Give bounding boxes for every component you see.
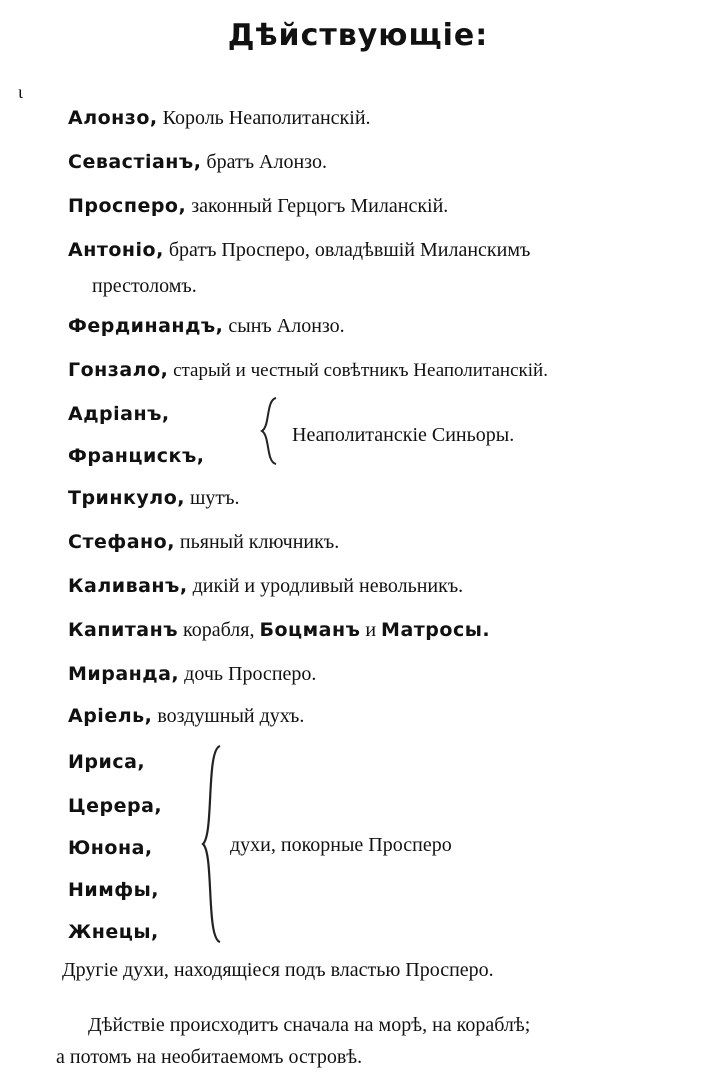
character-line-trinculo bbox=[68, 488, 239, 508]
character-name: Жнецы, bbox=[68, 921, 159, 943]
group2-member-reapers bbox=[68, 922, 159, 942]
character-name: Севастіанъ, bbox=[68, 151, 202, 173]
character-desc: престоломъ. bbox=[92, 275, 197, 297]
other-spirits-text: Другіе духи, находящіеся подъ властью Просперо. bbox=[62, 959, 494, 981]
character-line-stephano bbox=[68, 532, 339, 552]
character-name: Алонзо, bbox=[68, 107, 158, 129]
character-line-sebastian bbox=[68, 152, 327, 172]
group2-member-iris bbox=[68, 752, 145, 772]
character-line-ariel bbox=[68, 706, 304, 726]
character-desc: и bbox=[360, 619, 382, 641]
character-line-antonio bbox=[68, 240, 530, 260]
character-name: Юнона, bbox=[68, 837, 153, 859]
other-spirits-line bbox=[62, 960, 494, 980]
character-name: Нимфы, bbox=[68, 879, 159, 901]
character-desc: старый и честный совѣтникъ Неаполитанскій. bbox=[168, 360, 548, 381]
setting-line-1: Дѣйствіе происходитъ сначала на морѣ, на кораблѣ; bbox=[88, 1014, 531, 1036]
character-name: Церера, bbox=[68, 795, 163, 817]
character-desc: братъ Просперо, овладѣвшій Миланскимъ bbox=[163, 239, 531, 261]
brace-icon bbox=[198, 744, 224, 944]
character-name: Тринкуло, bbox=[68, 487, 185, 509]
character-line-miranda bbox=[68, 664, 316, 684]
character-name: Капитанъ bbox=[68, 619, 179, 641]
character-name: Стефано, bbox=[68, 531, 175, 553]
group1-member-francisco bbox=[68, 446, 204, 466]
character-desc: дикій и уродливый невольникъ. bbox=[187, 575, 464, 597]
group1-label: Неаполитанскіе Синьоры. bbox=[292, 424, 515, 446]
group2-member-nymphs bbox=[68, 880, 159, 900]
character-name: Ириса, bbox=[68, 751, 146, 773]
character-name: Миранда, bbox=[68, 663, 180, 685]
character-name: Адріанъ, bbox=[68, 403, 170, 425]
character-name: Боцманъ bbox=[259, 619, 361, 641]
character-name: Фердинандъ, bbox=[68, 315, 224, 337]
character-name: Гонзало, bbox=[68, 359, 169, 381]
character-line-gonzalo bbox=[68, 360, 548, 380]
character-desc: воздушный духъ. bbox=[152, 705, 305, 727]
character-line-captain bbox=[68, 620, 490, 640]
stray-mark: ι bbox=[18, 82, 23, 102]
character-desc: законный Герцогъ Миланскій. bbox=[186, 195, 449, 217]
character-desc: братъ Алонзо. bbox=[201, 151, 327, 173]
character-name: Каливанъ, bbox=[68, 575, 188, 597]
group2-member-juno bbox=[68, 838, 153, 858]
character-desc: шутъ. bbox=[184, 487, 240, 509]
character-name: Просперо, bbox=[68, 195, 187, 217]
character-line-alonzo bbox=[68, 108, 371, 128]
brace-icon bbox=[258, 396, 280, 466]
character-desc: сынъ Алонзо. bbox=[223, 315, 345, 337]
group1-member-adrian bbox=[68, 404, 170, 424]
character-desc: дочь Просперо. bbox=[179, 663, 317, 685]
character-line-prospero bbox=[68, 196, 448, 216]
character-line-caliban bbox=[68, 576, 463, 596]
character-desc: корабля, bbox=[178, 619, 260, 641]
character-name: Матросы. bbox=[381, 619, 491, 641]
page-title: Дѣйствующіе: bbox=[227, 18, 489, 53]
setting-line-2: а потомъ на необитаемомъ островѣ. bbox=[56, 1046, 363, 1068]
group2-label: духи, покорные Просперо bbox=[230, 834, 452, 856]
character-desc: пьяный ключникъ. bbox=[174, 531, 340, 553]
character-name: Антоніо, bbox=[68, 239, 164, 261]
character-name: Францискъ, bbox=[68, 445, 205, 467]
character-line-ferdinand bbox=[68, 316, 345, 336]
character-desc: Король Неаполитанскій. bbox=[157, 107, 371, 129]
group2-member-ceres bbox=[68, 796, 162, 816]
character-name: Аріель, bbox=[68, 705, 153, 727]
character-line-antonio-cont bbox=[92, 276, 197, 296]
